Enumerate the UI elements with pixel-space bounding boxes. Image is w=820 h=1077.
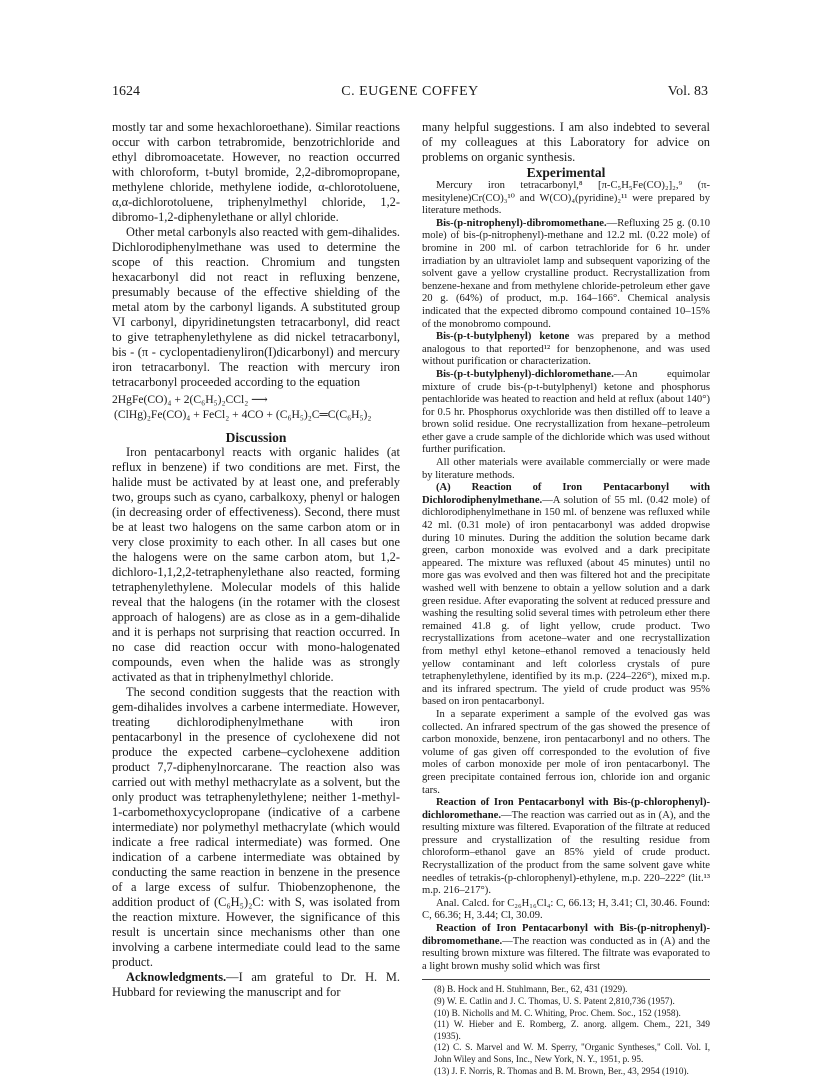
paragraph: Iron pentacarbonyl reacts with organic halides (at reflux in benzene) if two conditions are met. First, the halide must be activated by at least one, and preferably two, groups such as cyano, carbalkoxy, phenyl or halogen (in decreasing order of effectiveness). Second, there must be at least two halogens on the same carbon atom or in very close proximity to each other. In all cases but one the halogens were on the same carbon atom, but 1,2-dichloro-1,1,2,2-tetraphenylethane also reacted, forming tetraphenylethylene. Molecular models of this halide reveal that the halogens (in the rotamer with the closest approach of halogens) are as close as in a gem-dihalide and it is perhaps not surprising that reaction occurred. In no case did reaction occur with mono-halogenated compounds, even when the halide was as strongly activated as that in triphenylmethyl chloride. [112, 445, 400, 684]
equation-line: (ClHg)₂Fe(CO)₄ + FeCl₂ + 4CO + (C₆H₅)₂C═C(C₆H₅)₂ [114, 408, 372, 421]
footnote: (12) C. S. Marvel and W. M. Sperry, "Organic Syntheses," Coll. Vol. I, John Wiley and Sons, Inc., New York, N. Y., 1951, p. 95. [434, 1042, 710, 1064]
footnote: (11) W. Hieber and E. Romberg, Z. anorg. allgem. Chem., 221, 349 (1935). [434, 1019, 710, 1041]
run-in-heading: (A) Reaction of Iron Pentacarbonyl with Dichlorodiphenylmethane. [422, 482, 710, 506]
paragraph: In a separate experiment a sample of the evolved gas was collected. An infrared spectrum of the gas showed the presence of carbon monoxide, benzene, iron pentacarbonyl and no others. The volume of gas given off corresponded to the evolution of five moles of carbon monoxide per mole of iron pentacarbonyl. The green precipitate contained ferrous ion, chloride ion and organic tars. [422, 708, 710, 796]
paragraph: Reaction of Iron Pentacarbonyl with Bis-(p-nitrophenyl)-dibromomethane.—The reaction was conducted as in (A) and the resulting brown mixture was filtered. The filtrate was evaporated to a light brown mushy solid which was first [422, 923, 710, 972]
paragraph: All other materials were available commercially or were made by literature methods. [422, 457, 710, 481]
volume-label: Vol. 83 [667, 84, 708, 99]
footnote-divider [422, 979, 710, 980]
paragraph: Bis-(p-nitrophenyl)-dibromomethane.—Refluxing 25 g. (0.10 mole) of bis-(p-nitrophenyl)-methane and 12.2 ml. (0.22 mole) of bromine in 200 ml. of carbon tetrachloride for 6 hr. under irradiation by an ultraviolet lamp and subsequent vaporizing of the solvent gave a yellow crystalline product. Recrystallization from benzene-hexane and from methylene chloride-petroleum ether gave 20 g. (64%) of product, m.p. 164–166°. Chemical analysis indicated that the expected dibromo compound contained 10–15% of the monobromo compound. [422, 217, 710, 330]
running-author: C. EUGENE COFFEY [341, 84, 479, 99]
run-in-heading: Bis-(p-nitrophenyl)-dibromomethane. [436, 217, 607, 229]
run-in-heading: Bis-(p-t-butylphenyl)-dichloromethane. [436, 368, 614, 380]
page-number: 1624 [112, 84, 140, 99]
footnote: (13) J. F. Norris, R. Thomas and B. M. Brown, Ber., 43, 2954 (1910). [434, 1065, 689, 1076]
section-heading-experimental: Experimental [526, 165, 606, 180]
equation-line: 2HgFe(CO)₄ + 2(C₆H₅)₂CCl₂ ⟶ [112, 393, 268, 406]
experimental-section [422, 180, 710, 973]
paragraph: mostly tar and some hexachloroethane). Similar reactions occur with carbon tetrabromide, benzotrichloride and ethyl dibromoacetate. However, no reaction occurred with chloroform, t-butyl bromide, 2,2-dibromopropane, methylene chloride, methylene iodide, α-chlorotoluene, α,α-dichlorotoluene, triphenylmethyl chloride, 1,2-dibromo-1,2-diphenylethane or allyl chloride. [112, 120, 400, 224]
paragraph: Bis-(p-t-butylphenyl)-dichloromethane.—An equimolar mixture of crude bis-(p-t-butylphenyl) ketone and phosphorus pentachloride was heated to reaction and held at reflux (about 140°) for 0.5 hr. Phosphorus oxychloride was then distilled off to leave a brown solid residue. One recrystallization from hexane–petroleum ether gave a crude sample of the dichloride which was used without further purification. [422, 368, 710, 456]
analysis-paragraph: Anal. Calcd. for C₂₆H₁₆Cl₄: C, 66.13; H, 3.41; Cl, 30.46. Found: C, 66.36; H, 3.44; Cl, 30.09. [422, 897, 710, 922]
paragraph: (A) Reaction of Iron Pentacarbonyl with Dichlorodiphenylmethane.—A solution of 55 ml. (0.42 mole) of dichlorodiphenylmethane in 150 ml. of benzene was refluxed while 42 ml. (0.31 mole) of iron pentacarbonyl was added dropwise during 10 minutes. During the addition the solution became dark green, carbon monoxide was evolved and a dark precipitate appeared. The mixture was refluxed (about 45 minutes) until no more gas was evolved and then was filtered hot and the precipitate washed well with benzene to obtain a yellow solution and a dark green residue. After evaporating the solvent at reduced pressure and washing the resulting solid several times with petroleum ether there remained 41.8 g. of light yellow, crude product. Two recrystallizations from acetone–water and one recrystallization from methyl ethyl ketone–ethanol removed a tenaciously held yellow contaminant and left colorless crystals of pure tetraphenylethylene, identified by its m.p. (224–226°), mixed m.p. and its infrared spectrum. The yield of crude product was 95% based on iron pentacarbonyl. [422, 482, 710, 708]
paragraph: many helpful suggestions. I am also indebted to several of my colleagues at this Laboratory for advice on problems on organic synthesis. [422, 120, 710, 164]
acknowledgments-text: —I am grateful to Dr. H. M. Hubbard for reviewing the manuscript and for [112, 970, 400, 999]
paragraph: The second condition suggests that the reaction with gem-dihalides involves a carbene intermediate. However, treating dichlorodiphenylmethane with iron pentacarbonyl in the presence of cyclohexene did not produce the expected carbene–cyclohexene addition product 7,7-diphenylnorcarane. The reaction also was carried out with methyl methacrylate as a solvent, but the only product was tetraphenylethylene; neither 1-methyl-1-carbomethoxycyclopropane (indicative of a carbene intermediate) nor polymethyl methacrylate (which would indicate a free radical intermediate) was formed. One indication of a carbene intermediate was obtained by conducting the same reaction in benzene in the presence of a large excess of sulfur. Thiobenzophenone, the addition product of (C₆H₅)₂C: with S, was isolated from the reaction mixture. However, the significance of this result is uncertain since mechanisms other than one involving a carbene intermediate could lead to the same product. [112, 685, 400, 969]
acknowledgments [112, 970, 400, 1000]
footnote: (9) W. E. Catlin and J. C. Thomas, U. S. Patent 2,810,736 (1957). [434, 996, 675, 1006]
paragraph: Other metal carbonyls also reacted with gem-dihalides. Dichlorodiphenylmethane was used to determine the scope of this reaction. Chromium and tungsten hexacarbonyl did not react in refluxing benzene, presumably because of the effective shielding of the metal atom by the carbonyl ligands. A substituted group VI carbonyl, dipyridinetungsten tetracarbonyl, did react to give tetraphenylethylene as did nickel tetracarbonyl, bis - (π - cyclopentadienyliron(I)dicarbonyl) and mercury iron tetracarbonyl. The reaction with mercury iron tetracarbonyl proceeded according to the equation [112, 225, 400, 389]
footnote: (10) B. Nicholls and M. C. Whiting, Proc. Chem. Soc., 152 (1958). [434, 1007, 681, 1018]
reaction-equation [112, 392, 400, 422]
paragraph: Bis-(p-t-butylphenyl) ketone was prepared by a method analogous to that reported¹² for benzophenone, and was used without purification or characterization. [422, 331, 710, 368]
right-column [422, 120, 710, 1077]
run-in-heading: Bis-(p-t-butylphenyl) ketone [436, 331, 570, 343]
footnote: (8) B. Hock and H. Stuhlmann, Ber., 62, 431 (1929). [434, 984, 628, 995]
paragraph: Reaction of Iron Pentacarbonyl with Bis-(p-chlorophenyl)-dichloromethane.—The reaction was carried out as in (A), and the resulting mixture was filtered. Evaporation of the filtrate at reduced pressure and crystallization of the resulting residue from chloroform–ethanol gave an 85% yield of crude product. Recrystallization of the product from the same solvent gave white needles of tetrakis-(p-chlorophenyl)-ethylene, m.p. 220–222° (lit.¹³ m.p. 216–217°). [422, 797, 710, 897]
run-in-heading: Reaction of Iron Pentacarbonyl with Bis-(p-chlorophenyl)-dichloromethane. [422, 797, 710, 821]
page-header [112, 84, 708, 104]
left-column [112, 120, 400, 1000]
paragraph: Mercury iron tetracarbonyl,⁸ [π-C₅H₅Fe(CO)₂]₂,⁹ (π-mesitylene)Cr(CO)₃¹⁰ and W(CO)₄(pyridine)₂¹¹ were prepared by literature methods. [422, 180, 710, 217]
section-heading-discussion: Discussion [225, 430, 287, 445]
run-in-heading: Reaction of Iron Pentacarbonyl with Bis-(p-nitrophenyl)-dibromomethane. [422, 923, 710, 947]
footnotes [422, 984, 710, 1077]
acknowledgments-label: Acknowledgments. [126, 970, 227, 984]
